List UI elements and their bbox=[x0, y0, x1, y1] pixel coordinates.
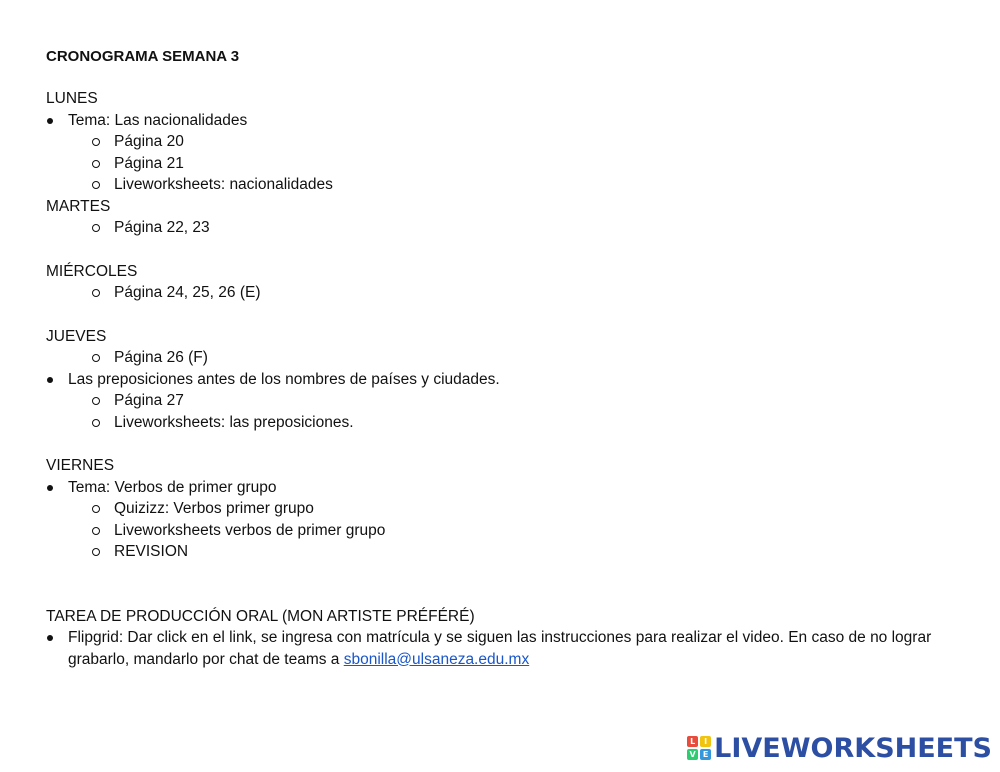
logo-letter: I bbox=[700, 736, 711, 747]
logo-text: LIVEWORKSHEETS bbox=[714, 732, 992, 764]
homework-instructions bbox=[46, 627, 976, 670]
sub-item: Quizizz: Verbos primer grupo bbox=[46, 498, 976, 520]
sub-item: Liveworksheets: nacionalidades bbox=[46, 174, 976, 196]
sub-item: REVISION bbox=[46, 541, 976, 563]
document-title: CRONOGRAMA SEMANA 3 bbox=[46, 48, 240, 65]
liveworksheets-logo bbox=[687, 730, 992, 766]
sub-item: Liveworksheets: las preposiciones. bbox=[46, 412, 976, 434]
logo-letter: V bbox=[687, 749, 698, 760]
sub-item: Página 22, 23 bbox=[46, 217, 976, 239]
sub-item: Página 26 (F) bbox=[46, 347, 976, 369]
topic-bullet: Tema: Las nacionalidades bbox=[46, 110, 976, 132]
day-heading-miercoles: MIÉRCOLES bbox=[46, 262, 138, 280]
sub-item: Página 21 bbox=[46, 153, 976, 175]
day-heading-jueves: JUEVES bbox=[46, 327, 107, 345]
topic-bullet: Tema: Verbos de primer grupo bbox=[46, 477, 976, 499]
email-link[interactable]: sbonilla@ulsaneza.edu.mx bbox=[343, 650, 530, 668]
homework-text: Flipgrid: Dar click en el link, se ingresa con matrícula y se siguen las instrucciones para realizar el video. En caso de no lograr grabarlo, mandarlo por chat de teams a bbox=[68, 629, 932, 668]
day-heading-viernes: VIERNES bbox=[46, 457, 115, 474]
sub-item: Página 24, 25, 26 (E) bbox=[46, 282, 976, 304]
document bbox=[46, 46, 976, 670]
day-heading-lunes: LUNES bbox=[46, 90, 98, 107]
sub-item: Liveworksheets verbos de primer grupo bbox=[46, 520, 976, 542]
day-heading-martes: MARTES bbox=[46, 197, 111, 215]
topic-bullet: Las preposiciones antes de los nombres de países y ciudades. bbox=[46, 369, 976, 391]
logo-letter: E bbox=[700, 749, 711, 760]
homework-text-wrap bbox=[68, 627, 968, 670]
homework-heading: TAREA DE PRODUCCIÓN ORAL (MON ARTISTE PRÉFÉRÉ) bbox=[46, 607, 475, 625]
sub-item: Página 27 bbox=[46, 390, 976, 412]
logo-letter: L bbox=[687, 736, 698, 747]
sub-item: Página 20 bbox=[46, 131, 976, 153]
logo-mark-icon bbox=[687, 736, 711, 760]
